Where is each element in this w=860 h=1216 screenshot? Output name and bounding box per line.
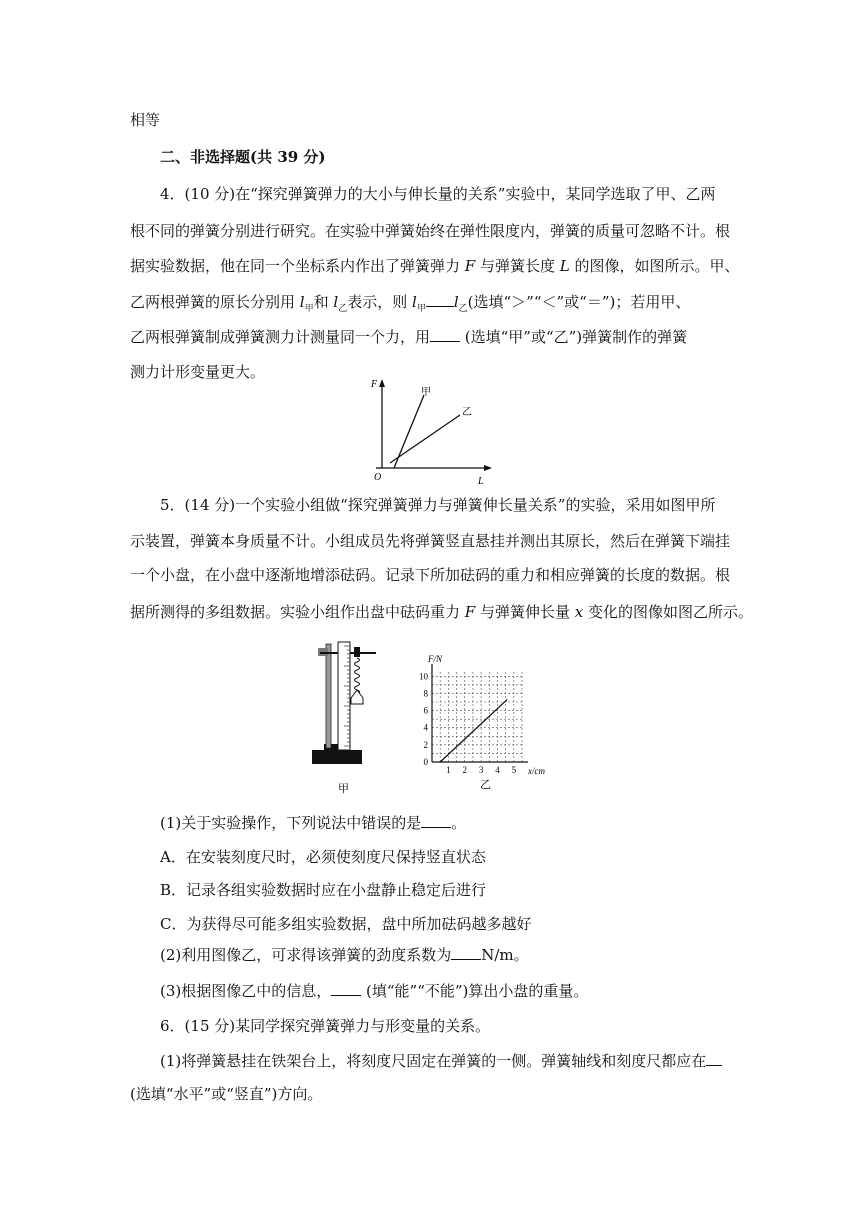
x-tick-label: 3 bbox=[478, 765, 484, 775]
q4-answer-blank-1[interactable] bbox=[426, 293, 454, 307]
q4-label-yi: 乙 bbox=[462, 407, 472, 418]
q6-sub1: (1)将弹簧悬挂在铁架台上，将刻度尺固定在弹簧的一侧。弹簧轴线和刻度尺都应在 bbox=[160, 1051, 722, 1071]
q6-line1: 6．(15 分)某同学探究弹簧弹力与形变量的关系。 bbox=[160, 1017, 491, 1035]
q4-x-arrow bbox=[484, 465, 492, 471]
q4-line-jia bbox=[394, 395, 424, 468]
q5-answer-blank-2[interactable] bbox=[451, 946, 481, 960]
q4-origin-label: O bbox=[374, 472, 382, 483]
y-tick-label: 4 bbox=[423, 722, 428, 733]
q4-label-jia: 甲 bbox=[421, 387, 431, 398]
q6-answer-blank-1[interactable] bbox=[706, 1052, 722, 1066]
q4-answer-blank-2[interactable] bbox=[430, 328, 460, 342]
q6-sub1-cont: (选填“水平”或“竖直”)方向。 bbox=[130, 1085, 323, 1103]
q5-line1: 5．(14 分)一个实验小组做“探究弹簧弹力与弹簧伸长量关系”的实验，采用如图甲所 bbox=[160, 496, 716, 514]
chart-y-label: F/N bbox=[428, 654, 443, 664]
y-tick-label: 6 bbox=[423, 705, 428, 716]
q4-line5: 乙两根弹簧制成弹簧测力计测量同一个力，用 (选填“甲”或“乙”)弹簧制作的弹簧 bbox=[130, 328, 688, 346]
q5-option-c: C．为获得尽可能多组实验数据，盘中所加砝码越多越好 bbox=[160, 915, 532, 933]
y-tick-label: 2 bbox=[423, 739, 428, 750]
q5-option-b: B．记录各组实验数据时应在小盘静止稳定后进行 bbox=[160, 881, 487, 899]
x-tick-label: 2 bbox=[462, 765, 467, 775]
y-tick-label: 0 bbox=[423, 757, 428, 767]
section-heading: 二、非选择题(共 39 分) bbox=[160, 148, 326, 166]
q4-y-label: F bbox=[371, 379, 378, 390]
q4-line6: 测力计形变量更大。 bbox=[130, 363, 266, 381]
q5-line3: 一个小盘，在小盘中逐渐地增添砝码。记录下所加砝码的重力和相应弹簧的长度的数据。根 bbox=[130, 566, 731, 584]
fx-chart bbox=[410, 650, 560, 790]
q4-x-label: L bbox=[478, 476, 484, 487]
apparatus-figure bbox=[308, 638, 388, 798]
q5-sub1: (1)关于实验操作，下列说法中错误的是 。 bbox=[160, 814, 467, 832]
q5-option-a: A．在安装刻度尺时，必须使刻度尺保持竖直状态 bbox=[160, 848, 486, 866]
x-tick-label: 4 bbox=[495, 765, 500, 775]
figure-jia-label: 甲 bbox=[338, 783, 349, 795]
q4-line-yi bbox=[390, 415, 460, 463]
x-tick-label: 1 bbox=[446, 765, 451, 775]
q5-sub3: (3)根据图像乙中的信息， (填“能”“不能”)算出小盘的重量。 bbox=[160, 982, 589, 1000]
stand-base bbox=[312, 750, 362, 764]
continued-text: 相等 bbox=[130, 111, 161, 129]
q4-line2: 根不同的弹簧分别进行研究。在实验中弹簧始终在弹性限度内，弹簧的质量可忽略不计。根 bbox=[130, 222, 731, 240]
q5-answer-blank-3[interactable] bbox=[331, 982, 361, 996]
q5-line2: 示装置，弹簧本身质量不计。小组成员先将弹簧竖直悬挂并测出其原长，然后在弹簧下端挂 bbox=[130, 532, 731, 550]
q5-line4: 据所测得的多组数据。实验小组作出盘中砝码重力 F 与弹簧伸长量 x 变化的图像如图乙所示。 bbox=[130, 603, 753, 621]
q4-y-arrow bbox=[379, 379, 385, 387]
chart-x-label: x/cm bbox=[528, 766, 545, 776]
spring bbox=[355, 658, 360, 694]
stand-rod bbox=[326, 644, 331, 748]
q4-line3: 据实验数据，他在同一个坐标系内作出了弹簧弹力 F 与弹簧长度 L 的图像，如图所示。甲、 bbox=[130, 257, 740, 275]
y-tick-label: 10 bbox=[419, 671, 428, 682]
q5-sub2: (2)利用图像乙，可求得该弹簧的劲度系数为 N/m。 bbox=[160, 946, 529, 964]
q4-line1: 4．(10 分)在“探究弹簧弹力的大小与伸长量的关系”实验中，某同学选取了甲、乙两 bbox=[160, 185, 716, 203]
q5-answer-blank-1[interactable] bbox=[421, 814, 451, 828]
x-tick-label: 5 bbox=[511, 765, 517, 775]
weight-pan bbox=[351, 690, 363, 704]
chart-grid bbox=[432, 672, 522, 762]
figure-yi-label: 乙 bbox=[480, 779, 491, 790]
q4-fl-graph bbox=[368, 375, 508, 487]
q4-line4: 乙两根弹簧的原长分别用 $l_甲$和 $l_乙$表示，则 $l_甲$ $l_乙$(选填“＞”“＜”或“＝”)；若用甲、 bbox=[130, 293, 691, 314]
y-tick-label: 8 bbox=[423, 688, 428, 699]
